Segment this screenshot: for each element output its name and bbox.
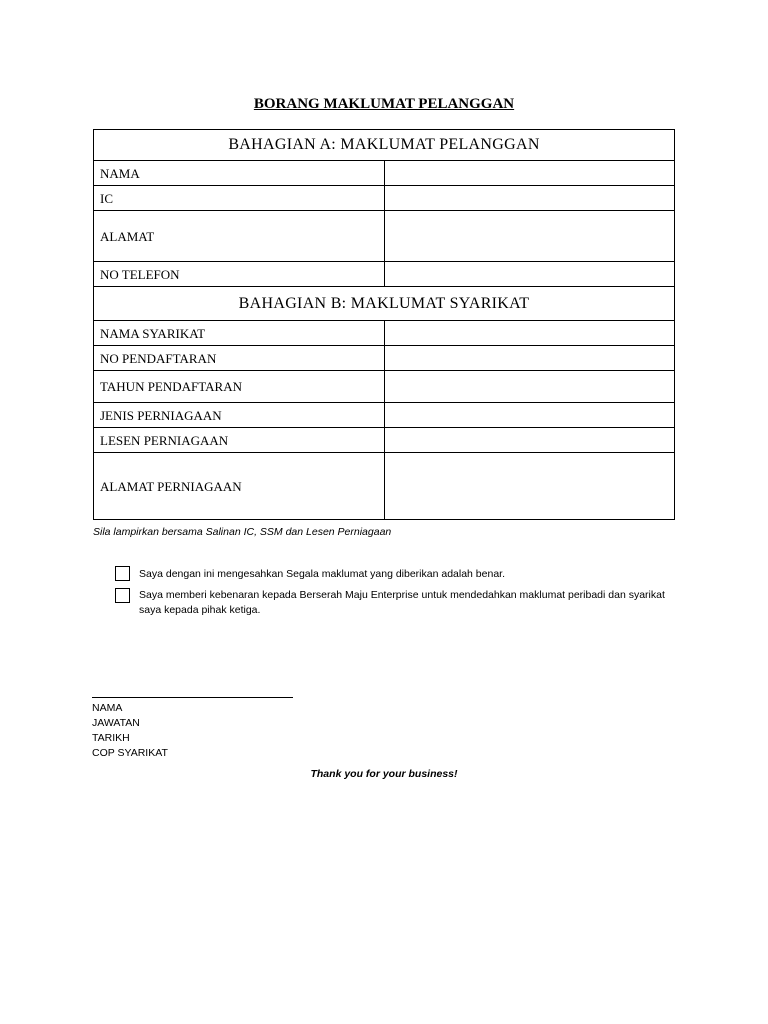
field-label-nama-syarikat: NAMA SYARIKAT bbox=[94, 321, 385, 346]
form-row bbox=[94, 211, 675, 262]
form-row bbox=[94, 346, 675, 371]
form-row bbox=[94, 186, 675, 211]
declaration-checkbox-2[interactable] bbox=[115, 588, 130, 603]
declaration-checkbox-1[interactable] bbox=[115, 566, 130, 581]
section-b-heading: BAHAGIAN B: MAKLUMAT SYARIKAT bbox=[94, 287, 675, 321]
field-input-nama-syarikat[interactable] bbox=[384, 321, 675, 346]
form-row bbox=[94, 161, 675, 186]
form-row bbox=[94, 371, 675, 403]
form-row bbox=[94, 403, 675, 428]
form-row bbox=[94, 262, 675, 287]
customer-form-table bbox=[93, 129, 675, 520]
field-label-jenis-perniagaan: JENIS PERNIAGAAN bbox=[94, 403, 385, 428]
field-label-no-pendaftaran: NO PENDAFTARAN bbox=[94, 346, 385, 371]
field-input-jenis-perniagaan[interactable] bbox=[384, 403, 675, 428]
field-input-ic[interactable] bbox=[384, 186, 675, 211]
section-a-heading: BAHAGIAN A: MAKLUMAT PELANGGAN bbox=[94, 130, 675, 161]
field-label-alamat: ALAMAT bbox=[94, 211, 385, 262]
form-title: BORANG MAKLUMAT PELANGGAN bbox=[253, 96, 515, 112]
signature-label-tarikh: TARIKH bbox=[92, 732, 130, 744]
thank-you-footer: Thank you for your business! bbox=[310, 768, 458, 780]
field-input-no-telefon[interactable] bbox=[384, 262, 675, 287]
form-row bbox=[94, 428, 675, 453]
field-input-alamat-perniagaan[interactable] bbox=[384, 453, 675, 520]
field-label-lesen-perniagaan: LESEN PERNIAGAAN bbox=[94, 428, 385, 453]
field-label-nama: NAMA bbox=[94, 161, 385, 186]
field-input-tahun-pendaftaran[interactable] bbox=[384, 371, 675, 403]
form-row bbox=[94, 321, 675, 346]
signature-line bbox=[92, 697, 293, 698]
field-input-lesen-perniagaan[interactable] bbox=[384, 428, 675, 453]
signature-label-cop-syarikat: COP SYARIKAT bbox=[92, 747, 168, 759]
field-input-alamat[interactable] bbox=[384, 211, 675, 262]
field-label-alamat-perniagaan: ALAMAT PERNIAGAAN bbox=[94, 453, 385, 520]
signature-label-nama: NAMA bbox=[92, 702, 123, 714]
declaration-text-1: Saya dengan ini mengesahkan Segala maklumat yang diberikan adalah benar. bbox=[139, 568, 506, 580]
section-a-header-row bbox=[94, 130, 675, 161]
field-label-ic: IC bbox=[94, 186, 385, 211]
field-label-tahun-pendaftaran: TAHUN PENDAFTARAN bbox=[94, 371, 385, 403]
form-row bbox=[94, 453, 675, 520]
field-label-no-telefon: NO TELEFON bbox=[94, 262, 385, 287]
field-input-nama[interactable] bbox=[384, 161, 675, 186]
signature-label-jawatan: JAWATAN bbox=[92, 717, 140, 729]
attachment-note: Sila lampirkan bersama Salinan IC, SSM dan Lesen Perniagaan bbox=[93, 526, 392, 538]
section-b-header-row bbox=[94, 287, 675, 321]
declaration-text-2: Saya memberi kebenaran kepada Berserah Maju Enterprise untuk mendedahkan maklumat peribadi dan syarikat saya kepada pihak ketiga. bbox=[139, 589, 665, 616]
field-input-no-pendaftaran[interactable] bbox=[384, 346, 675, 371]
